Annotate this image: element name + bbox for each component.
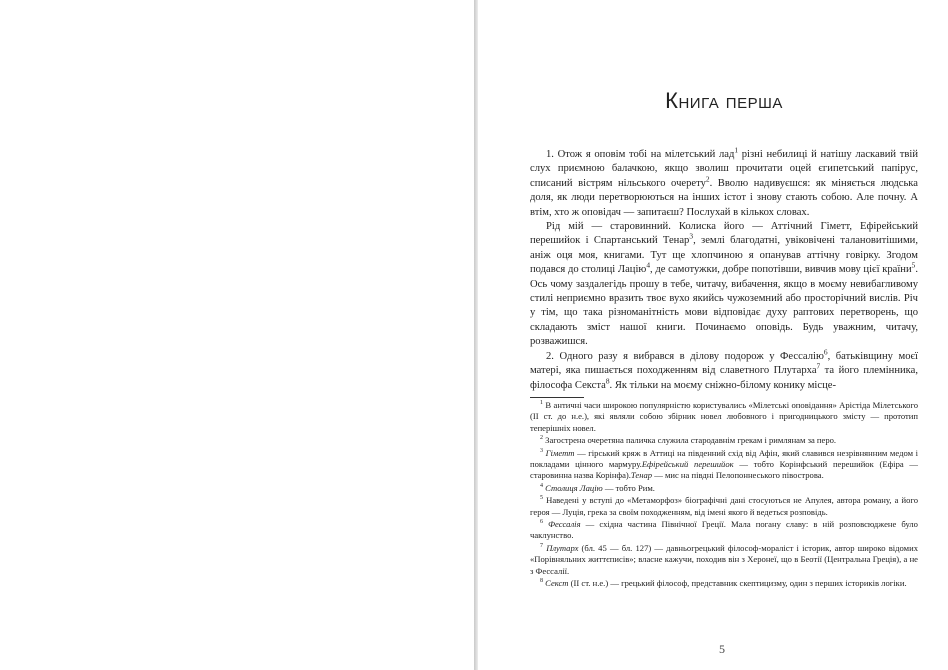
footnote-8: $^8$ Секст (ІІ ст. н.е.) — грецький філософ, представник скептицизму, один з перших істориків логіки. [540, 578, 907, 589]
footnote-ref: 2 [705, 174, 710, 184]
footnotes [530, 400, 918, 591]
footnote-7: $^7$ Плутарх (бл. 45 — бл. 127) — давньогрецький філософ-мораліст і історик, автор широко відомих «Порівняльних життєписів»; власне кажучи, походив він з Херонеї, що в Беотії (Центральна Греція), а не з Фессалії. [530, 542, 918, 576]
footnote-2: $^2$ Загострена очеретяна паличка служила стародавнім грекам і римлянам за перо. [540, 435, 837, 446]
footnote-ref: 3 [689, 231, 694, 241]
footnote-separator [530, 397, 584, 398]
footnote-ref: 6 [823, 347, 828, 357]
paragraph-2: Рід мій — старовинний. Колиска його — Аттічний Гіметт, Ефірейський перешийок і Спартанський Тенар$^3$, землі благодатні, увіковічені талановитішими, аніж оця моя, книгами. Тут ще хлопчиною я опанував аттічну говірку. Згодом подався до столиці Лацію$^4$, де самотужки, добре попотівши, вивчив мову цієї країни$^5$. Ось чому заздалегідь прошу в тебе, читачу, вибачення, якщо в моєму невибагливому стилі неприємно вразить твоє вухо якийсь чужоземний або просторічний вислів. Річ у тім, що така різноманітність мови відповідає духу раптових перетворень, що складають зміст нашої книги. Починаємо оповідь. Будь уважним, читачу, розважишся. [530, 221, 918, 348]
footnote-1: $^1$ В античні часи широкою популярністю користувались «Мілетські оповідання» Арістіда Мілетського (ІІ ст. до н.е.), які являли собою збірник новел любовного і пригодницького змісту — прототип теперішніх новел. [530, 400, 918, 433]
chapter-title: Книга перша [665, 88, 783, 113]
footnote-ref: 7 [816, 361, 821, 371]
main-text [530, 145, 919, 393]
footnote-ref: 5 [911, 260, 916, 270]
footnote-4: $^4$ Столиця Лацію — тобто Рим. [540, 482, 655, 493]
page-number: 5 [719, 642, 725, 656]
footnote-3: $^3$ Гіметт — гірський кряж в Аттиці на південний схід від Афін, який славився незрівнянним медом і покладами цінного мармуру.Ефірейський перешийок — тобто Корінфський перешийок (Ефіра — старовинна назва Корінфа).Тенар — мис на півдні Пелопоннеського півострова. [530, 447, 918, 481]
footnote-5: $^5$ Наведені у вступі до «Метаморфоз» біографічні дані стосуються не Апулея, автора роману, а його героя — Луція, грека за своїм походженням, від імені якого й ведеться розповідь. [530, 495, 918, 517]
paragraph-3: 2. Одного разу я вибрався в ділову подорож у Фессалію$^6$, батьківщину моєї матері, яка пишається походженням від славетного Плутарха$^7$ та його племінника, філософа Секста$^8$. Як тільки на моєму сніжно-білому конику місце- [530, 347, 919, 391]
footnote-ref: 1 [734, 145, 739, 155]
footnote-6: $^6$ Фессалія — східна частина Північної Греції. Мала погану славу: в ній розповсюджене було чаклунство. [530, 519, 918, 541]
footnote-ref: 8 [605, 375, 610, 385]
footnote-ref: 4 [646, 260, 651, 270]
paragraph-1: 1. Отож я оповім тобі на мілетський лад$^1$ різні небилиці й натішу ласкавий твій слух приємною балачкою, якщо зволиш прочитати оцей єгипетський папірус, списаний вістрям нільського очерету$^2$. Вволю надивуєшся: як міняється людська доля, як люди перетворюються на інших істот і знову стають собою. Але почну. А втім, хто ж оповідач — запитаєш? Послухай в кількох словах. [530, 145, 919, 218]
